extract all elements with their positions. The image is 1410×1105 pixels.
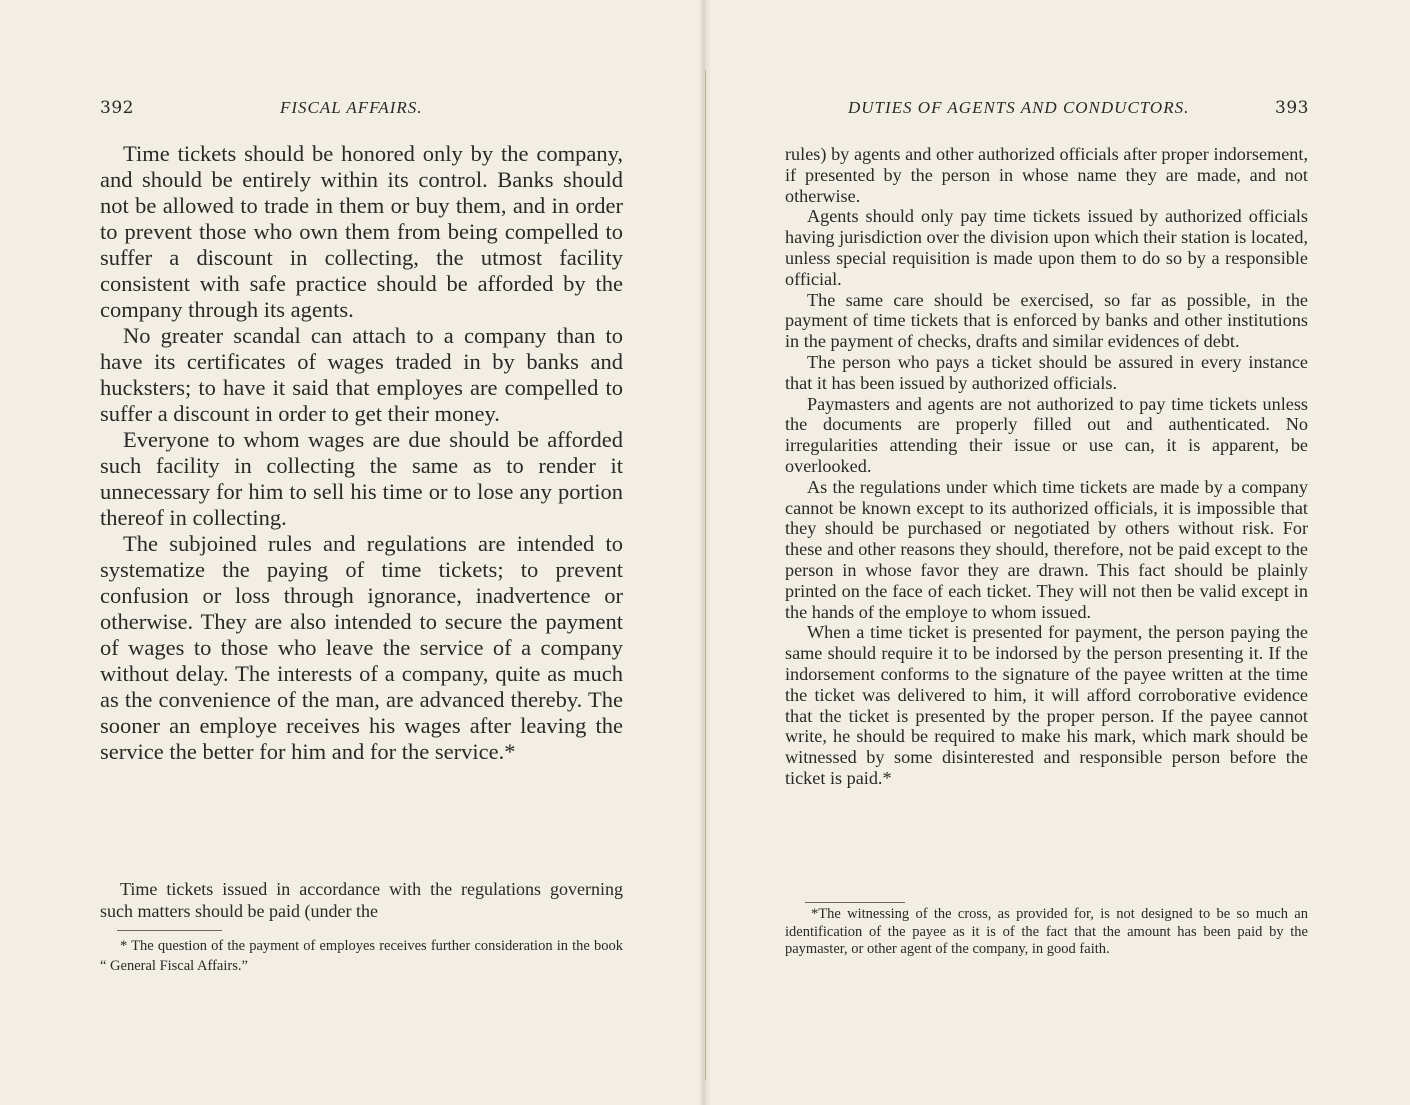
right-page <box>705 0 1410 1105</box>
left-running-title: FISCAL AFFAIRS. <box>280 98 423 117</box>
right-paragraph: Agents should only pay time tickets issued by authorized officials having jurisdiction over the division upon which their station is located, unless special requisition is made upon them to do so by a responsible official. <box>785 206 1308 289</box>
left-paragraph: Everyone to whom wages are due should be afforded such facility in collecting the same as to render it unnecessary for him to sell his time or to lose any portion thereof in collecting. <box>100 427 623 530</box>
right-paragraph: The same care should be exercised, so far as possible, in the payment of time tickets that is enforced by banks and other institutions in the payment of checks, drafts and similar evidences of debt. <box>785 289 1308 352</box>
right-page-number: 393 <box>1275 98 1309 118</box>
right-paragraph: When a time ticket is presented for payment, the person paying the same should require it to be indorsed by the person presenting it. If the indorsement conforms to the signature of the payee written at the time the ticket was delivered to him, it will afford corroborative evidence that the ticket is presented by the proper person. If the payee cannot write, he should be required to make his mark, which mark should be witnessed by some disinterested and responsible person before the ticket is paid.* <box>785 622 1308 788</box>
right-body-text <box>785 144 1308 789</box>
right-paragraph: As the regulations under which time tickets are made by a company cannot be known except to its authorized officials, it is impossible that they should be purchased or negotiated by others without risk. For these and other reasons they should, therefore, not be paid except to the person in whose favor they are drawn. This fact should be plainly printed on the face of each ticket. They will not then be valid except in the hands of the employe to whom issued. <box>785 476 1308 622</box>
left-footnote-rule <box>117 930 222 931</box>
left-paragraph: No greater scandal can attach to a company than to have its certificates of wages traded in by banks and hucksters; to have it said that employes are compelled to suffer a discount in order to get their money. <box>100 323 623 426</box>
left-page-number: 392 <box>100 98 134 118</box>
gutter-fold-line <box>705 70 706 1080</box>
left-small-paragraph: Time tickets issued in accordance with the regulations governing such matters should be paid (under the <box>100 879 623 921</box>
left-footnote: * The question of the payment of employes receives further consideration in the book “ General Fiscal Affairs.” <box>100 938 623 974</box>
right-paragraph: The person who pays a ticket should be assured in every instance that it has been issued by authorized officials. <box>785 351 1308 393</box>
right-running-title: DUTIES OF AGENTS AND CONDUCTORS. <box>848 98 1190 117</box>
left-paragraph: The subjoined rules and regulations are intended to systematize the paying of time tickets; to prevent confusion or loss through ignorance, inadvertence or otherwise. They are also intended to secure the payment of wages to those who leave the service of a company without delay. The interests of a company, quite as much as the convenience of the man, are advanced thereby. The sooner an employe receives his wages after leaving the service the better for him and for the service.* <box>100 531 623 764</box>
right-footnote: *The witnessing of the cross, as provided for, is not designed to be so much an identification of the payee as it is of the fact that the amount has been paid by the paymaster, or other agent of the company, in good faith. <box>785 906 1308 957</box>
left-body-text <box>100 141 623 765</box>
right-paragraph: Paymasters and agents are not authorized to pay time tickets unless the documents are properly filled out and authenticated. No irregularities attending their issue or use can, it is apparent, be overlooked. <box>785 393 1308 476</box>
right-footnote-rule <box>805 902 905 903</box>
right-paragraph: rules) by agents and other authorized officials after proper indorsement, if presented by the person in whose name they are made, and not otherwise. <box>785 144 1308 206</box>
left-paragraph: Time tickets should be honored only by the company, and should be entirely within its control. Banks should not be allowed to trade in them or buy them, and in order to prevent those who own them from being compelled to suffer a discount in collecting, the utmost facility consistent with safe practice should be afforded by the company through its agents. <box>100 141 623 322</box>
